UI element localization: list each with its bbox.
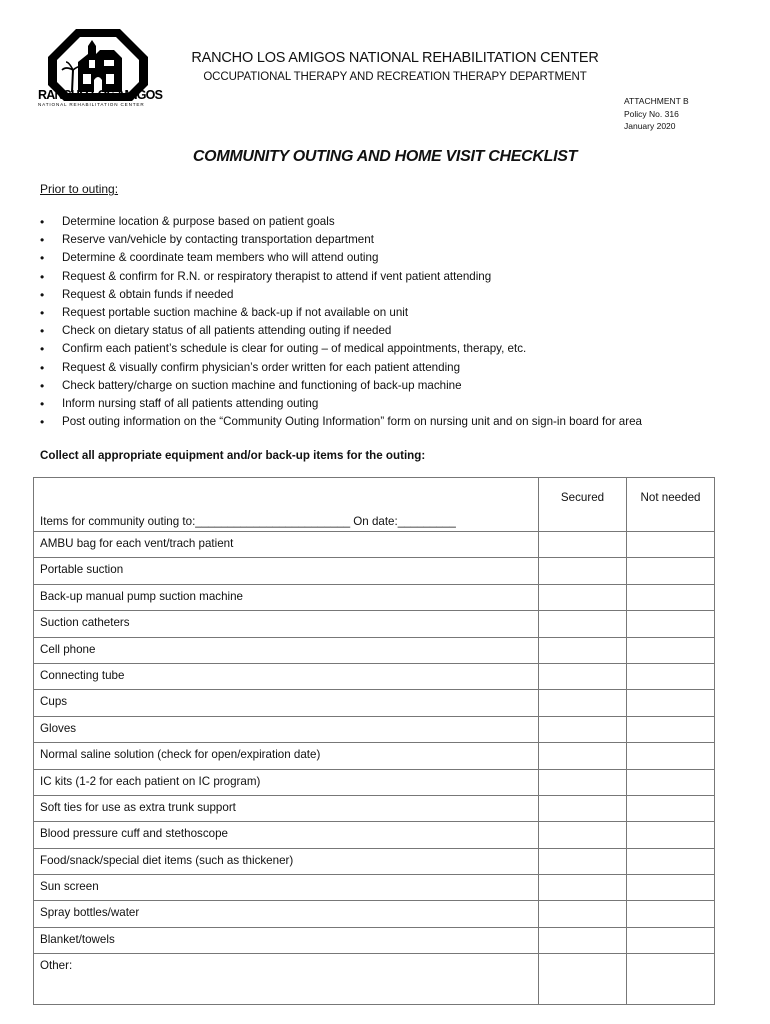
header-not-needed: Not needed	[627, 478, 715, 532]
item-label-other[interactable]: Other:	[34, 954, 539, 1005]
table-row	[34, 954, 715, 1005]
logo-name: RANCHO LOS AMIGOS	[38, 88, 163, 102]
table-row	[34, 927, 715, 953]
list-item: • Confirm each patient’s schedule is clear for outing – of medical appointments, therapy, etc.	[40, 340, 642, 358]
organization-name: RANCHO LOS AMIGOS NATIONAL REHABILITATION CENTER	[191, 50, 599, 66]
item-label: Cell phone	[34, 637, 539, 663]
table-row	[34, 532, 715, 558]
secured-cell[interactable]	[539, 690, 627, 716]
not-needed-cell[interactable]	[627, 822, 715, 848]
logo-subtitle: NATIONAL REHABILITATION CENTER	[38, 102, 145, 107]
secured-cell[interactable]	[539, 743, 627, 769]
item-label: Suction catheters	[34, 611, 539, 637]
table-row	[34, 769, 715, 795]
item-label: Portable suction	[34, 558, 539, 584]
list-item: • Request & confirm for R.N. or respiratory therapist to attend if vent patient attending	[40, 268, 642, 286]
secured-cell[interactable]	[539, 584, 627, 610]
table-row	[34, 558, 715, 584]
list-item: • Check battery/charge on suction machine and functioning of back-up machine	[40, 377, 642, 395]
secured-cell[interactable]	[539, 769, 627, 795]
item-label: Normal saline solution (check for open/expiration date)	[34, 743, 539, 769]
list-item: • Request & visually confirm physician’s order written for each patient attending	[40, 359, 642, 377]
not-needed-cell[interactable]	[627, 690, 715, 716]
not-needed-cell[interactable]	[627, 663, 715, 689]
table-row	[34, 663, 715, 689]
table-row	[34, 584, 715, 610]
header-secured: Secured	[539, 478, 627, 532]
secured-cell[interactable]	[539, 637, 627, 663]
item-label: Gloves	[34, 716, 539, 742]
secured-cell[interactable]	[539, 716, 627, 742]
not-needed-cell[interactable]	[627, 769, 715, 795]
department-name: OCCUPATIONAL THERAPY AND RECREATION THERAPY DEPARTMENT	[203, 71, 587, 83]
attachment-label: ATTACHMENT B	[624, 96, 689, 106]
policy-number: Policy No. 316	[624, 108, 679, 119]
secured-cell[interactable]	[539, 901, 627, 927]
not-needed-cell[interactable]	[627, 716, 715, 742]
table-row	[34, 743, 715, 769]
not-needed-cell[interactable]	[627, 532, 715, 558]
logo-wordmark	[38, 89, 162, 108]
policy-date: January 2020	[624, 121, 676, 131]
secured-cell[interactable]	[539, 795, 627, 821]
list-item: • Reserve van/vehicle by contacting transportation department	[40, 231, 642, 249]
collect-heading: Collect all appropriate equipment and/or back-up items for the outing:	[40, 449, 426, 462]
list-item: • Inform nursing staff of all patients attending outing	[40, 395, 642, 413]
document-title: COMMUNITY OUTING AND HOME VISIT CHECKLIST	[192, 148, 578, 165]
header-items-cell[interactable]: Items for community outing to:________________________ On date:_________	[34, 478, 539, 532]
not-needed-cell[interactable]	[627, 795, 715, 821]
list-item: • Determine location & purpose based on patient goals	[40, 213, 642, 231]
attachment-block	[624, 95, 689, 133]
table-row	[34, 822, 715, 848]
table-row	[34, 690, 715, 716]
table-row	[34, 611, 715, 637]
secured-cell[interactable]	[539, 954, 627, 1005]
prior-checklist	[40, 213, 642, 431]
list-item: • Check on dietary status of all patients attending outing if needed	[40, 322, 642, 340]
table-row	[34, 716, 715, 742]
not-needed-cell[interactable]	[627, 637, 715, 663]
table-row	[34, 637, 715, 663]
item-label: Soft ties for use as extra trunk support	[34, 795, 539, 821]
table-header-row	[34, 478, 715, 532]
secured-cell[interactable]	[539, 848, 627, 874]
item-label: Spray bottles/water	[34, 901, 539, 927]
table-row	[34, 901, 715, 927]
item-label: Cups	[34, 690, 539, 716]
secured-cell[interactable]	[539, 558, 627, 584]
not-needed-cell[interactable]	[627, 848, 715, 874]
item-label: Back-up manual pump suction machine	[34, 584, 539, 610]
list-item: • Post outing information on the “Community Outing Information” form on nursing unit and on sign-in board for area	[40, 413, 642, 431]
item-label: AMBU bag for each vent/trach patient	[34, 532, 539, 558]
table-row	[34, 848, 715, 874]
not-needed-cell[interactable]	[627, 558, 715, 584]
secured-cell[interactable]	[539, 875, 627, 901]
item-label: Blood pressure cuff and stethoscope	[34, 822, 539, 848]
item-label: IC kits (1-2 for each patient on IC program)	[34, 769, 539, 795]
secured-cell[interactable]	[539, 822, 627, 848]
secured-cell[interactable]	[539, 663, 627, 689]
not-needed-cell[interactable]	[627, 875, 715, 901]
equipment-checklist-table	[33, 477, 715, 1005]
prior-heading: Prior to outing:	[40, 182, 119, 196]
secured-cell[interactable]	[539, 532, 627, 558]
secured-cell[interactable]	[539, 611, 627, 637]
not-needed-cell[interactable]	[627, 611, 715, 637]
not-needed-cell[interactable]	[627, 743, 715, 769]
item-label: Sun screen	[34, 875, 539, 901]
list-item: • Determine & coordinate team members who will attend outing	[40, 249, 642, 267]
list-item: • Request & obtain funds if needed	[40, 286, 642, 304]
list-item: • Request portable suction machine & back-up if not available on unit	[40, 304, 642, 322]
item-label: Blanket/towels	[34, 927, 539, 953]
not-needed-cell[interactable]	[627, 584, 715, 610]
item-label: Food/snack/special diet items (such as thickener)	[34, 848, 539, 874]
table-row	[34, 875, 715, 901]
not-needed-cell[interactable]	[627, 901, 715, 927]
not-needed-cell[interactable]	[627, 954, 715, 1005]
table-row	[34, 795, 715, 821]
item-label: Connecting tube	[34, 663, 539, 689]
not-needed-cell[interactable]	[627, 927, 715, 953]
secured-cell[interactable]	[539, 927, 627, 953]
